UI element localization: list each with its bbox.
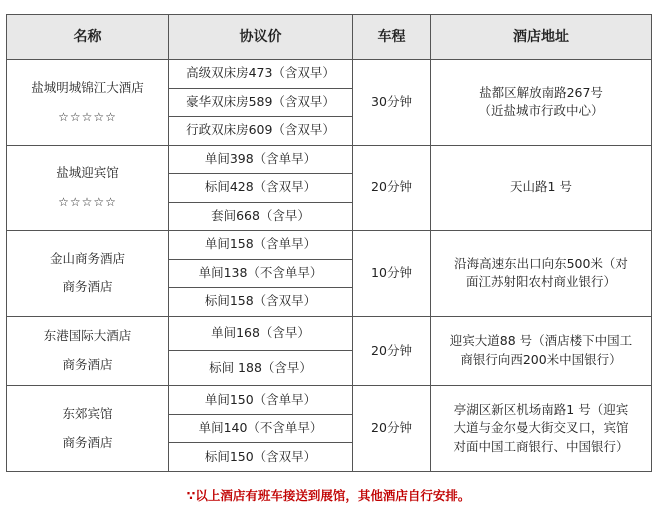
room-price: 单间140（不含单早） bbox=[169, 414, 353, 443]
room-price: 标间150（含双早） bbox=[169, 443, 353, 472]
address-line: 大道与金尔曼大街交叉口，宾馆 bbox=[453, 420, 629, 436]
table-row bbox=[7, 145, 652, 174]
header-row bbox=[7, 15, 652, 60]
hotel-name-cell bbox=[7, 231, 169, 317]
hotel-name-cell bbox=[7, 316, 169, 386]
hotel-name-cell bbox=[7, 60, 169, 146]
table-row bbox=[7, 316, 652, 351]
hotel-address bbox=[431, 60, 652, 146]
address-line: 亭湖区新区机场南路1 号（迎宾 bbox=[453, 401, 629, 417]
room-price: 单间138（不含单早） bbox=[169, 259, 353, 288]
hotel-name-cell bbox=[7, 145, 169, 231]
hotel-address bbox=[431, 316, 652, 386]
room-price: 标间 188（含早） bbox=[169, 351, 353, 386]
hotel-name: 东郊宾馆 bbox=[62, 405, 113, 421]
room-price: 标间158（含双早） bbox=[169, 288, 353, 317]
hotel-address bbox=[431, 386, 652, 472]
drive-time: 20分钟 bbox=[353, 386, 431, 472]
hotel-address bbox=[431, 231, 652, 317]
hotel-address bbox=[431, 145, 652, 231]
hotel-category: 商务酒店 bbox=[62, 356, 113, 372]
table-row bbox=[7, 60, 652, 89]
address-line: 沿海高速东出口向东500米（对 bbox=[454, 255, 628, 271]
hotel-table bbox=[6, 14, 652, 472]
room-price: 单间168（含早） bbox=[169, 316, 353, 351]
room-price: 单间398（含单早） bbox=[169, 145, 353, 174]
col-header-name: 名称 bbox=[7, 15, 169, 60]
room-price: 单间158（含单早） bbox=[169, 231, 353, 260]
hotel-name: 东港国际大酒店 bbox=[43, 328, 132, 344]
room-price: 高级双床房473（含双早） bbox=[169, 60, 353, 89]
address-line: 天山路1 号 bbox=[510, 179, 572, 195]
room-price: 单间150（含单早） bbox=[169, 386, 353, 415]
address-line: （近盐城市行政中心） bbox=[478, 103, 604, 119]
drive-time: 20分钟 bbox=[353, 145, 431, 231]
address-line: 对面中国工商银行、中国银行） bbox=[453, 439, 629, 455]
hotel-name: 盐城迎宾馆 bbox=[56, 165, 119, 181]
table-row bbox=[7, 231, 652, 260]
drive-time: 10分钟 bbox=[353, 231, 431, 317]
star-rating: ☆☆☆☆☆ bbox=[58, 195, 117, 210]
hotel-category: 商务酒店 bbox=[62, 279, 113, 295]
star-rating: ☆☆☆☆☆ bbox=[58, 109, 117, 124]
address-line: 盐都区解放南路267号 bbox=[479, 84, 603, 100]
address-line: 面江苏射阳农村商业银行） bbox=[465, 274, 616, 290]
footnote: ∵以上酒店有班车接送到展馆，其他酒店自行安排。 bbox=[186, 488, 471, 503]
address-line: 迎宾大道88 号（酒店楼下中国工 bbox=[449, 333, 633, 349]
col-header-drive: 车程 bbox=[353, 15, 431, 60]
hotel-name: 盐城明城锦江大酒店 bbox=[31, 79, 144, 95]
col-header-price: 协议价 bbox=[169, 15, 353, 60]
room-price: 豪华双床房589（含双早） bbox=[169, 88, 353, 117]
address-line: 商银行向西200米中国银行） bbox=[460, 351, 622, 367]
drive-time: 20分钟 bbox=[353, 316, 431, 386]
room-price: 行政双床房609（含双早） bbox=[169, 117, 353, 146]
col-header-address: 酒店地址 bbox=[431, 15, 652, 60]
hotel-name: 金山商务酒店 bbox=[49, 250, 125, 266]
hotel-name-cell bbox=[7, 386, 169, 472]
table-row bbox=[7, 386, 652, 415]
room-price: 标间428（含双早） bbox=[169, 174, 353, 203]
drive-time: 30分钟 bbox=[353, 60, 431, 146]
hotel-category: 商务酒店 bbox=[62, 434, 113, 450]
room-price: 套间668（含早） bbox=[169, 202, 353, 231]
